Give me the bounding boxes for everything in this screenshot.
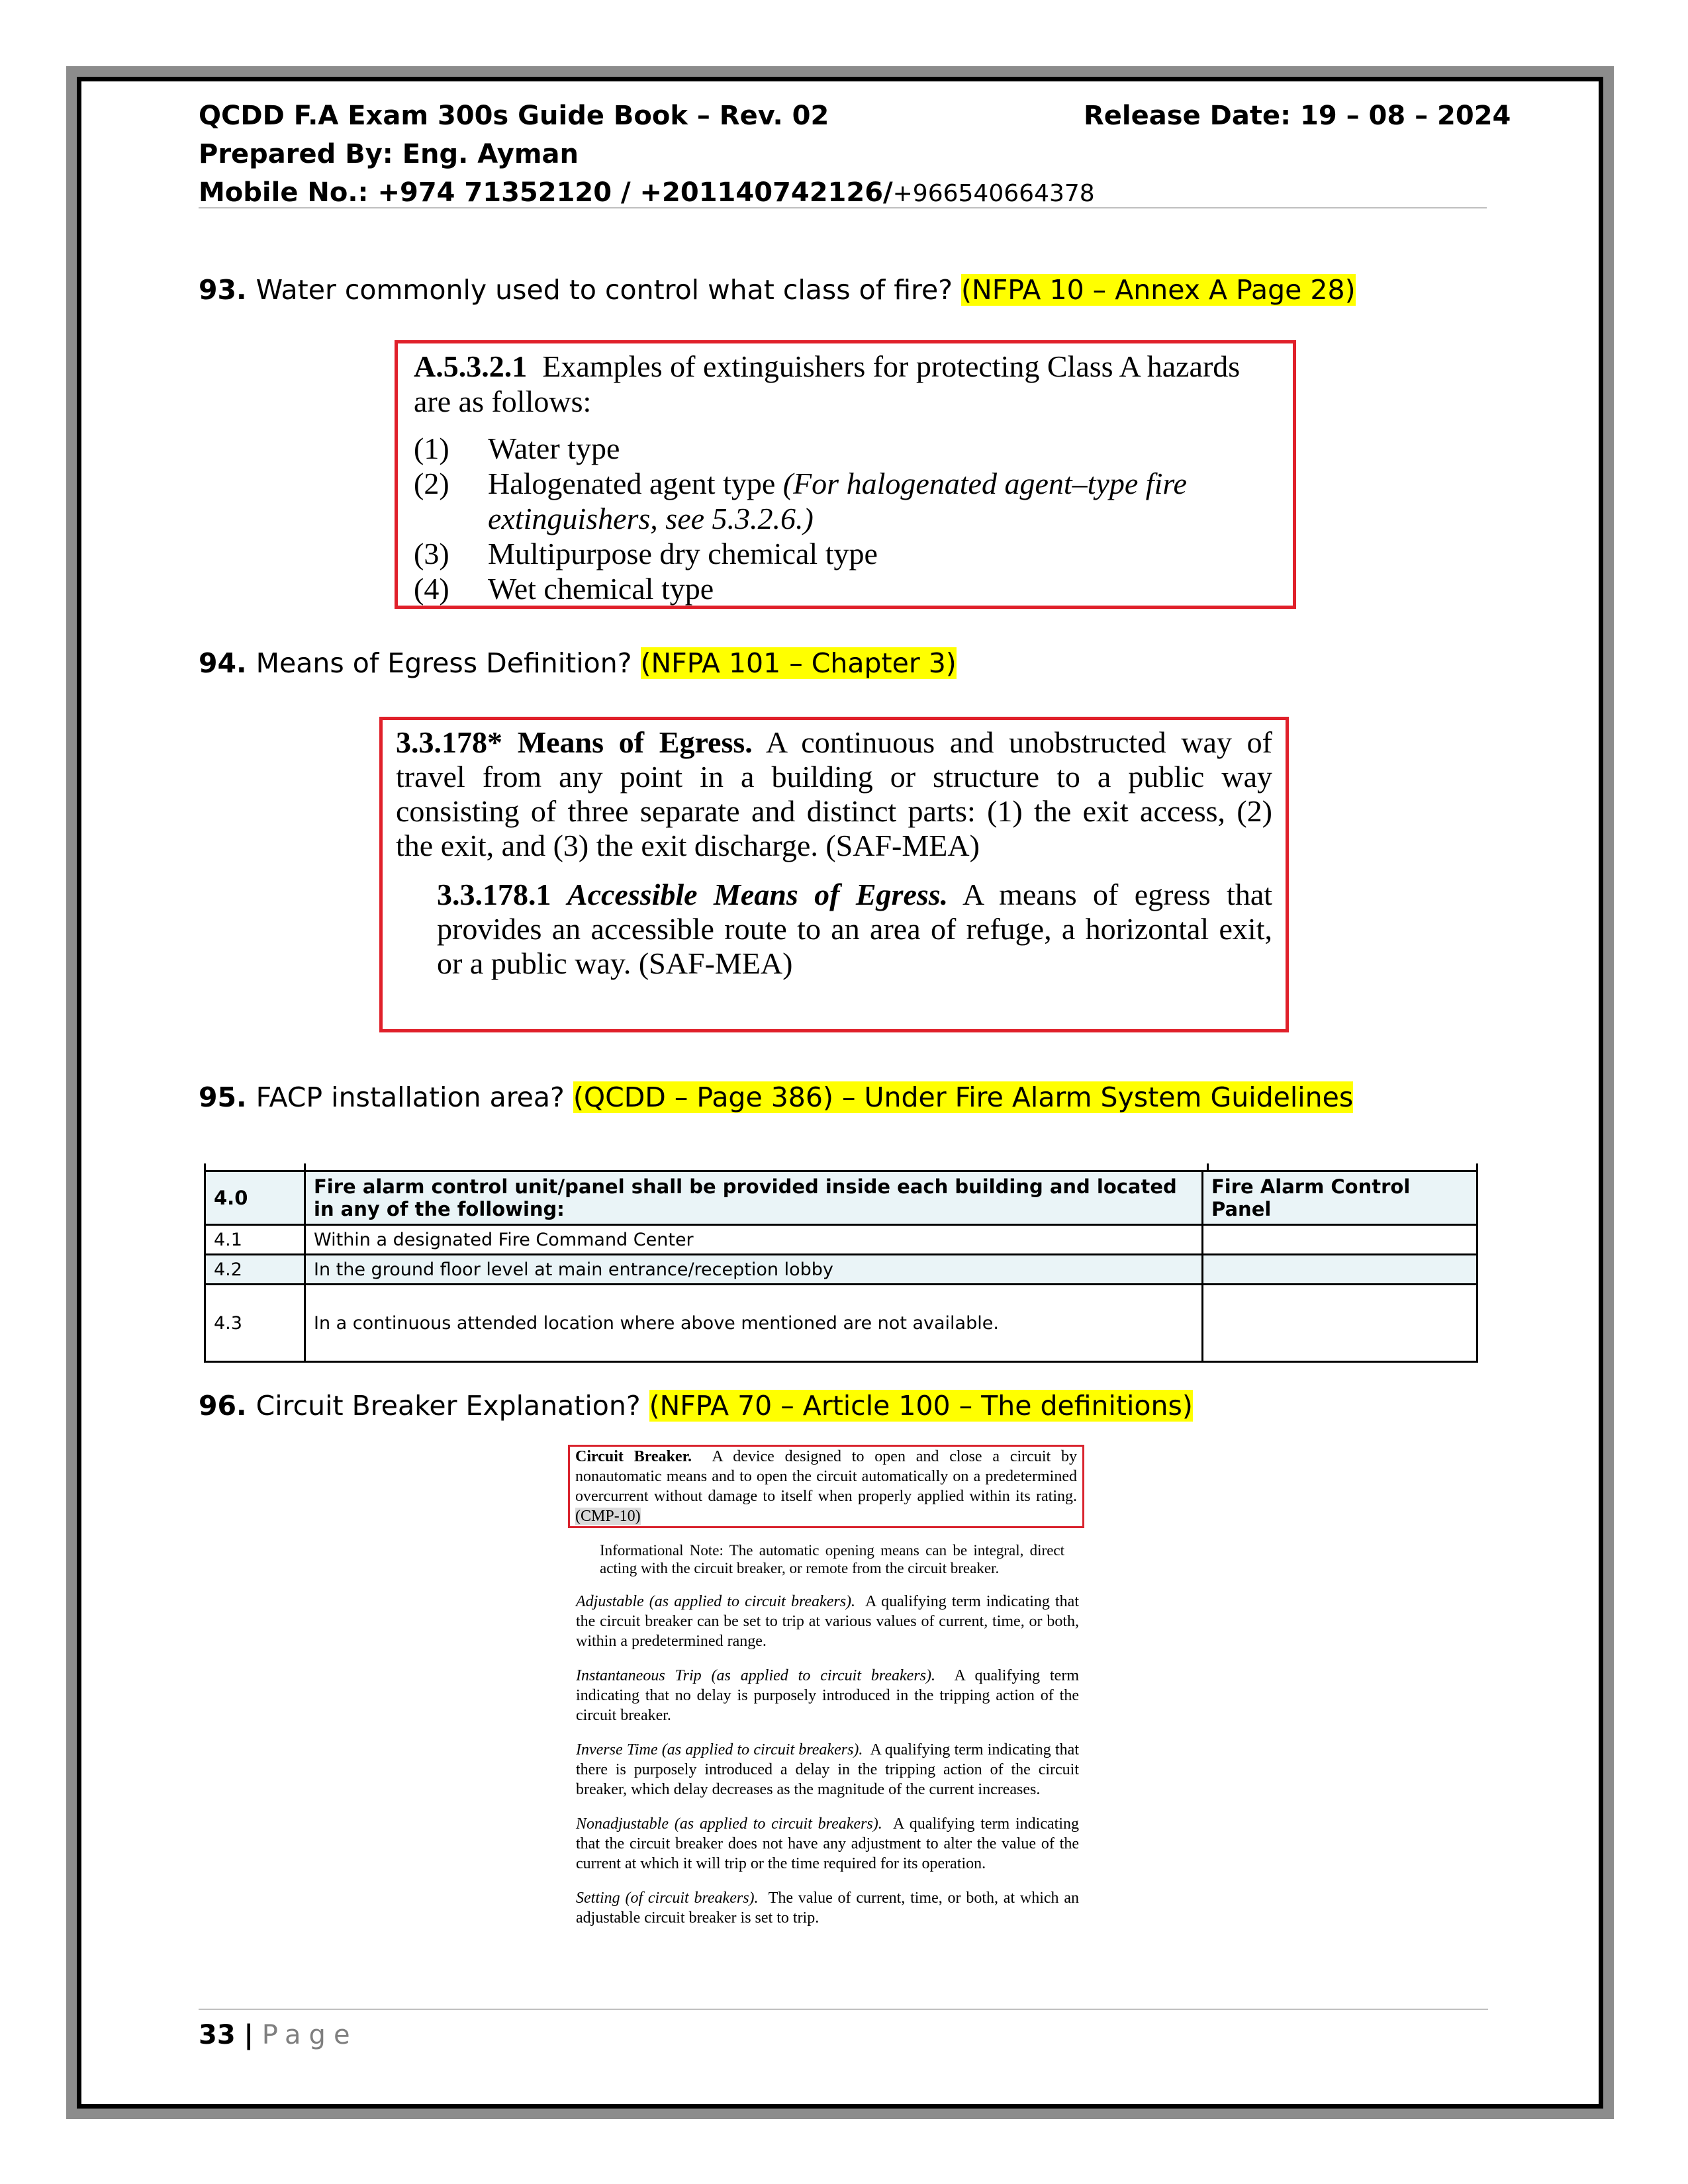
definition-heading: Accessible Means of Egress. <box>567 878 949 911</box>
table-row <box>205 1171 1477 1225</box>
header-rule <box>199 207 1487 208</box>
list-item: (3) Multipurpose dry chemical type <box>414 537 878 570</box>
question-reference: (NFPA 101 – Chapter 3) <box>640 647 957 679</box>
table-cell: In a continuous attended location where above mentioned are not available. <box>305 1285 1203 1362</box>
question-reference: (NFPA 10 – Annex A Page 28) <box>961 274 1356 306</box>
cmp-label: (CMP-10) <box>575 1508 641 1525</box>
nfpa10-excerpt-box <box>395 340 1296 609</box>
question-number: 96. <box>199 1390 247 1422</box>
header-release-date: Release Date: 19 – 08 – 2024 <box>1084 101 1511 131</box>
term-definition: Setting (of circuit breakers). The value of current, time, or both, at which an adjustable circuit breaker is set to trip. <box>576 1889 1079 1927</box>
page-label: Page <box>261 2020 358 2050</box>
question-reference: (QCDD – Page 386) – Under Fire Alarm System Guidelines <box>573 1081 1354 1113</box>
facp-location-table <box>204 1170 1478 1363</box>
footer-rule <box>199 2009 1488 2010</box>
table-cell <box>1203 1255 1477 1285</box>
list-item-note: (For halogenated agent–type fire extinguishers, see 5.3.2.6.) <box>488 467 1187 535</box>
footer-separator: | <box>244 2020 254 2050</box>
table-cell: Within a designated Fire Command Center <box>305 1225 1203 1255</box>
table-cell: 4.3 <box>205 1285 305 1362</box>
definition-accessible-means: 3.3.178.1 Accessible Means of Egress. A means of egress that provides an accessible route to an area of refuge, a horizontal exit, or a public way. (SAF-MEA) <box>437 878 1273 980</box>
table-cut-edge <box>204 1163 1478 1170</box>
list-item: (4) Wet chemical type <box>414 572 714 606</box>
table-cell: Fire alarm control unit/panel shall be provided inside each building and located in any of the following: <box>305 1171 1203 1225</box>
question-text: Circuit Breaker Explanation? <box>256 1390 641 1422</box>
term-definition: Nonadjustable (as applied to circuit breakers). A qualifying term indicating that the circuit breaker does not have any adjustment to alter the value of the current at which it will trip or the time required for its operation. <box>576 1815 1079 1872</box>
header-prepared-by: Prepared By: Eng. Ayman <box>199 139 579 169</box>
circuit-breaker-definition: Circuit Breaker. A device designed to open and close a circuit by nonautomatic means and to open the circuit automatically on a predetermined overcurrent without damage to itself when properly applied within its rating. (CMP-10) <box>568 1445 1084 1528</box>
list-item: (1) Water type <box>414 432 620 465</box>
question-number: 93. <box>199 274 247 306</box>
excerpt-intro-text: Examples of extinguishers for protecting Class A hazards are as follows: <box>414 349 1241 418</box>
question-reference: (NFPA 70 – Article 100 – The definitions) <box>649 1390 1193 1422</box>
header-mobile-extra: +966540664378 <box>892 180 1095 207</box>
table-cell: In the ground floor level at main entrance/reception lobby <box>305 1255 1203 1285</box>
question-text: FACP installation area? <box>256 1081 565 1113</box>
question-number: 94. <box>199 647 247 679</box>
table-cell <box>1203 1225 1477 1255</box>
term-definition: Inverse Time (as applied to circuit breakers). A qualifying term indicating that there is purposely introduced a delay in the tripping action of the circuit breaker, which delay decreases as the magnitude of the current increases. <box>576 1741 1079 1798</box>
page-footer <box>199 2020 358 2050</box>
nfpa101-excerpt-box <box>379 717 1289 1032</box>
table-row <box>205 1225 1477 1255</box>
header-mobile-numbers: Mobile No.: +974 71352120 / +201140742126/ <box>199 177 893 208</box>
question-96 <box>199 1390 1193 1422</box>
list-item: (2) Halogenated agent type (For halogenated agent–type fire extinguishers, see 5.3.2.6.) <box>414 467 1187 535</box>
question-95 <box>199 1081 1353 1113</box>
page-number: 33 <box>199 2020 236 2050</box>
header-title: QCDD F.A Exam 300s Guide Book – Rev. 02 <box>199 101 829 131</box>
header-mobile <box>199 177 1095 208</box>
table-row <box>205 1255 1477 1285</box>
question-text: Means of Egress Definition? <box>256 647 632 679</box>
informational-note: Informational Note: The automatic opening means can be integral, direct acting with the circuit breaker, or remote from the circuit breaker. <box>600 1542 1064 1576</box>
question-93 <box>199 274 1356 306</box>
qcdd-table-excerpt <box>204 1163 1478 1367</box>
nec-excerpt <box>568 1445 1084 1928</box>
question-number: 95. <box>199 1081 247 1113</box>
excerpt-heading: A.5.3.2.1 <box>414 349 528 383</box>
table-cell: 4.2 <box>205 1255 305 1285</box>
table-cell: 4.0 <box>205 1171 305 1225</box>
table-cell: Fire Alarm Control Panel <box>1203 1171 1477 1225</box>
table-cell <box>1203 1285 1477 1362</box>
term-definition: Instantaneous Trip (as applied to circuit breakers). A qualifying term indicating that no delay is purposely introduced in the tripping action of the circuit breaker. <box>576 1667 1079 1724</box>
definition-means-of-egress: 3.3.178* Means of Egress. A continuous and unobstructed way of travel from any point in a building or structure to a public way consisting of three separate and distinct parts: (1) the exit access, (2) the exit, and (3) the exit discharge. (SAF-MEA) <box>396 725 1273 862</box>
table-row <box>205 1285 1477 1362</box>
excerpt-intro <box>414 349 1277 419</box>
question-94 <box>199 647 957 679</box>
table-cell: 4.1 <box>205 1225 305 1255</box>
definition-heading: 3.3.178* Means of Egress. <box>396 725 753 759</box>
question-text: Water commonly used to control what class of fire? <box>256 274 953 306</box>
term-definition: Adjustable (as applied to circuit breakers). A qualifying term indicating that the circuit breaker can be set to trip at various values of current, time, or both, within a predetermined range. <box>576 1593 1079 1650</box>
